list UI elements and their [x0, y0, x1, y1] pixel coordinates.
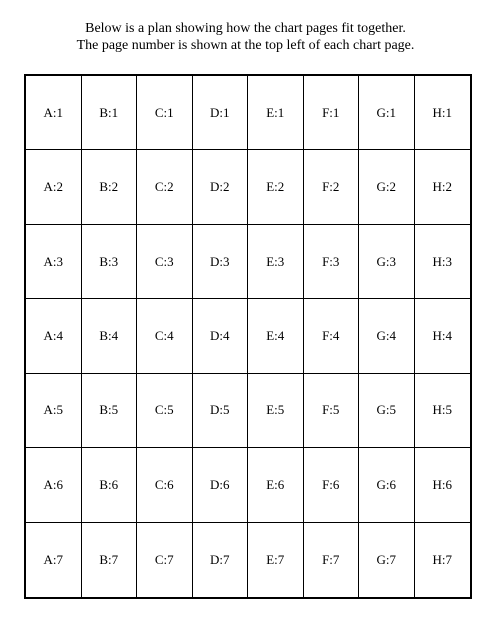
page-cell-e-5: E:5: [248, 374, 304, 448]
page-cell-c-2: C:2: [137, 150, 193, 224]
page-cell-g-5: G:5: [359, 374, 415, 448]
page-cell-g-2: G:2: [359, 150, 415, 224]
page-cell-g-7: G:7: [359, 523, 415, 597]
page-cell-a-3: A:3: [26, 225, 82, 299]
page-cell-f-2: F:2: [304, 150, 360, 224]
page-cell-a-7: A:7: [26, 523, 82, 597]
page-cell-h-5: H:5: [415, 374, 471, 448]
page-cell-b-3: B:3: [82, 225, 138, 299]
page-cell-b-4: B:4: [82, 299, 138, 373]
page-cell-g-3: G:3: [359, 225, 415, 299]
page-cell-g-4: G:4: [359, 299, 415, 373]
page-cell-h-3: H:3: [415, 225, 471, 299]
page-cell-c-3: C:3: [137, 225, 193, 299]
page-cell-e-4: E:4: [248, 299, 304, 373]
page-cell-b-6: B:6: [82, 448, 138, 522]
page-cell-f-6: F:6: [304, 448, 360, 522]
page-cell-a-2: A:2: [26, 150, 82, 224]
page-cell-h-7: H:7: [432, 551, 452, 567]
page-cell-c-1: C:1: [137, 76, 193, 150]
page-cell-h-1: H:1: [415, 76, 471, 150]
page-cell-d-3: D:3: [193, 225, 249, 299]
page-cell-a-5: A:5: [26, 374, 82, 448]
page-cell-h-4: H:4: [415, 299, 471, 373]
page-cell-g-6: G:6: [359, 448, 415, 522]
page-cell-d-5: D:5: [193, 374, 249, 448]
page-cell-a-6: A:6: [26, 448, 82, 522]
page-cell-c-6: C:6: [137, 448, 193, 522]
page-cell-b-5: B:5: [82, 374, 138, 448]
page-cell-d-1: D:1: [193, 76, 249, 150]
page-cell-d-7: D:7: [193, 523, 249, 597]
page-cell-e-6: E:6: [248, 448, 304, 522]
page-cell-h-2: H:2: [415, 150, 471, 224]
page-cell-a-1: A:1: [26, 76, 82, 150]
page-cell-f-4: F:4: [304, 299, 360, 373]
page-cell-g-1: G:1: [359, 76, 415, 150]
intro-line-2: The page number is shown at the top left of each chart page.: [76, 38, 415, 53]
page-cell-b-1: B:1: [82, 76, 138, 150]
page-cell-f-7: F:7: [304, 523, 360, 597]
page-cell-e-7: E:7: [248, 523, 304, 597]
page-cell-e-2: E:2: [248, 150, 304, 224]
page-cell-e-1: E:1: [248, 76, 304, 150]
page-cell-b-2: B:2: [82, 150, 138, 224]
page-cell-h-6: H:6: [415, 448, 471, 522]
page-cell-c-4: C:4: [137, 299, 193, 373]
page-cell-f-3: F:3: [304, 225, 360, 299]
intro-line-1: Below is a plan showing how the chart pages fit together.: [85, 21, 406, 36]
intro-text: [0, 20, 491, 54]
page-cell-e-3: E:3: [248, 225, 304, 299]
page-cell-d-6: D:6: [193, 448, 249, 522]
page-plan-grid: [24, 74, 472, 599]
page-cell-b-7: B:7: [82, 523, 138, 597]
page-cell-f-5: F:5: [304, 374, 360, 448]
page-cell-f-1: F:1: [304, 76, 360, 150]
page-cell-a-4: A:4: [26, 299, 82, 373]
page-cell-c-5: C:5: [137, 374, 193, 448]
page-cell-d-2: D:2: [193, 150, 249, 224]
page-cell-d-4: D:4: [193, 299, 249, 373]
page-cell-c-7: C:7: [137, 523, 193, 597]
